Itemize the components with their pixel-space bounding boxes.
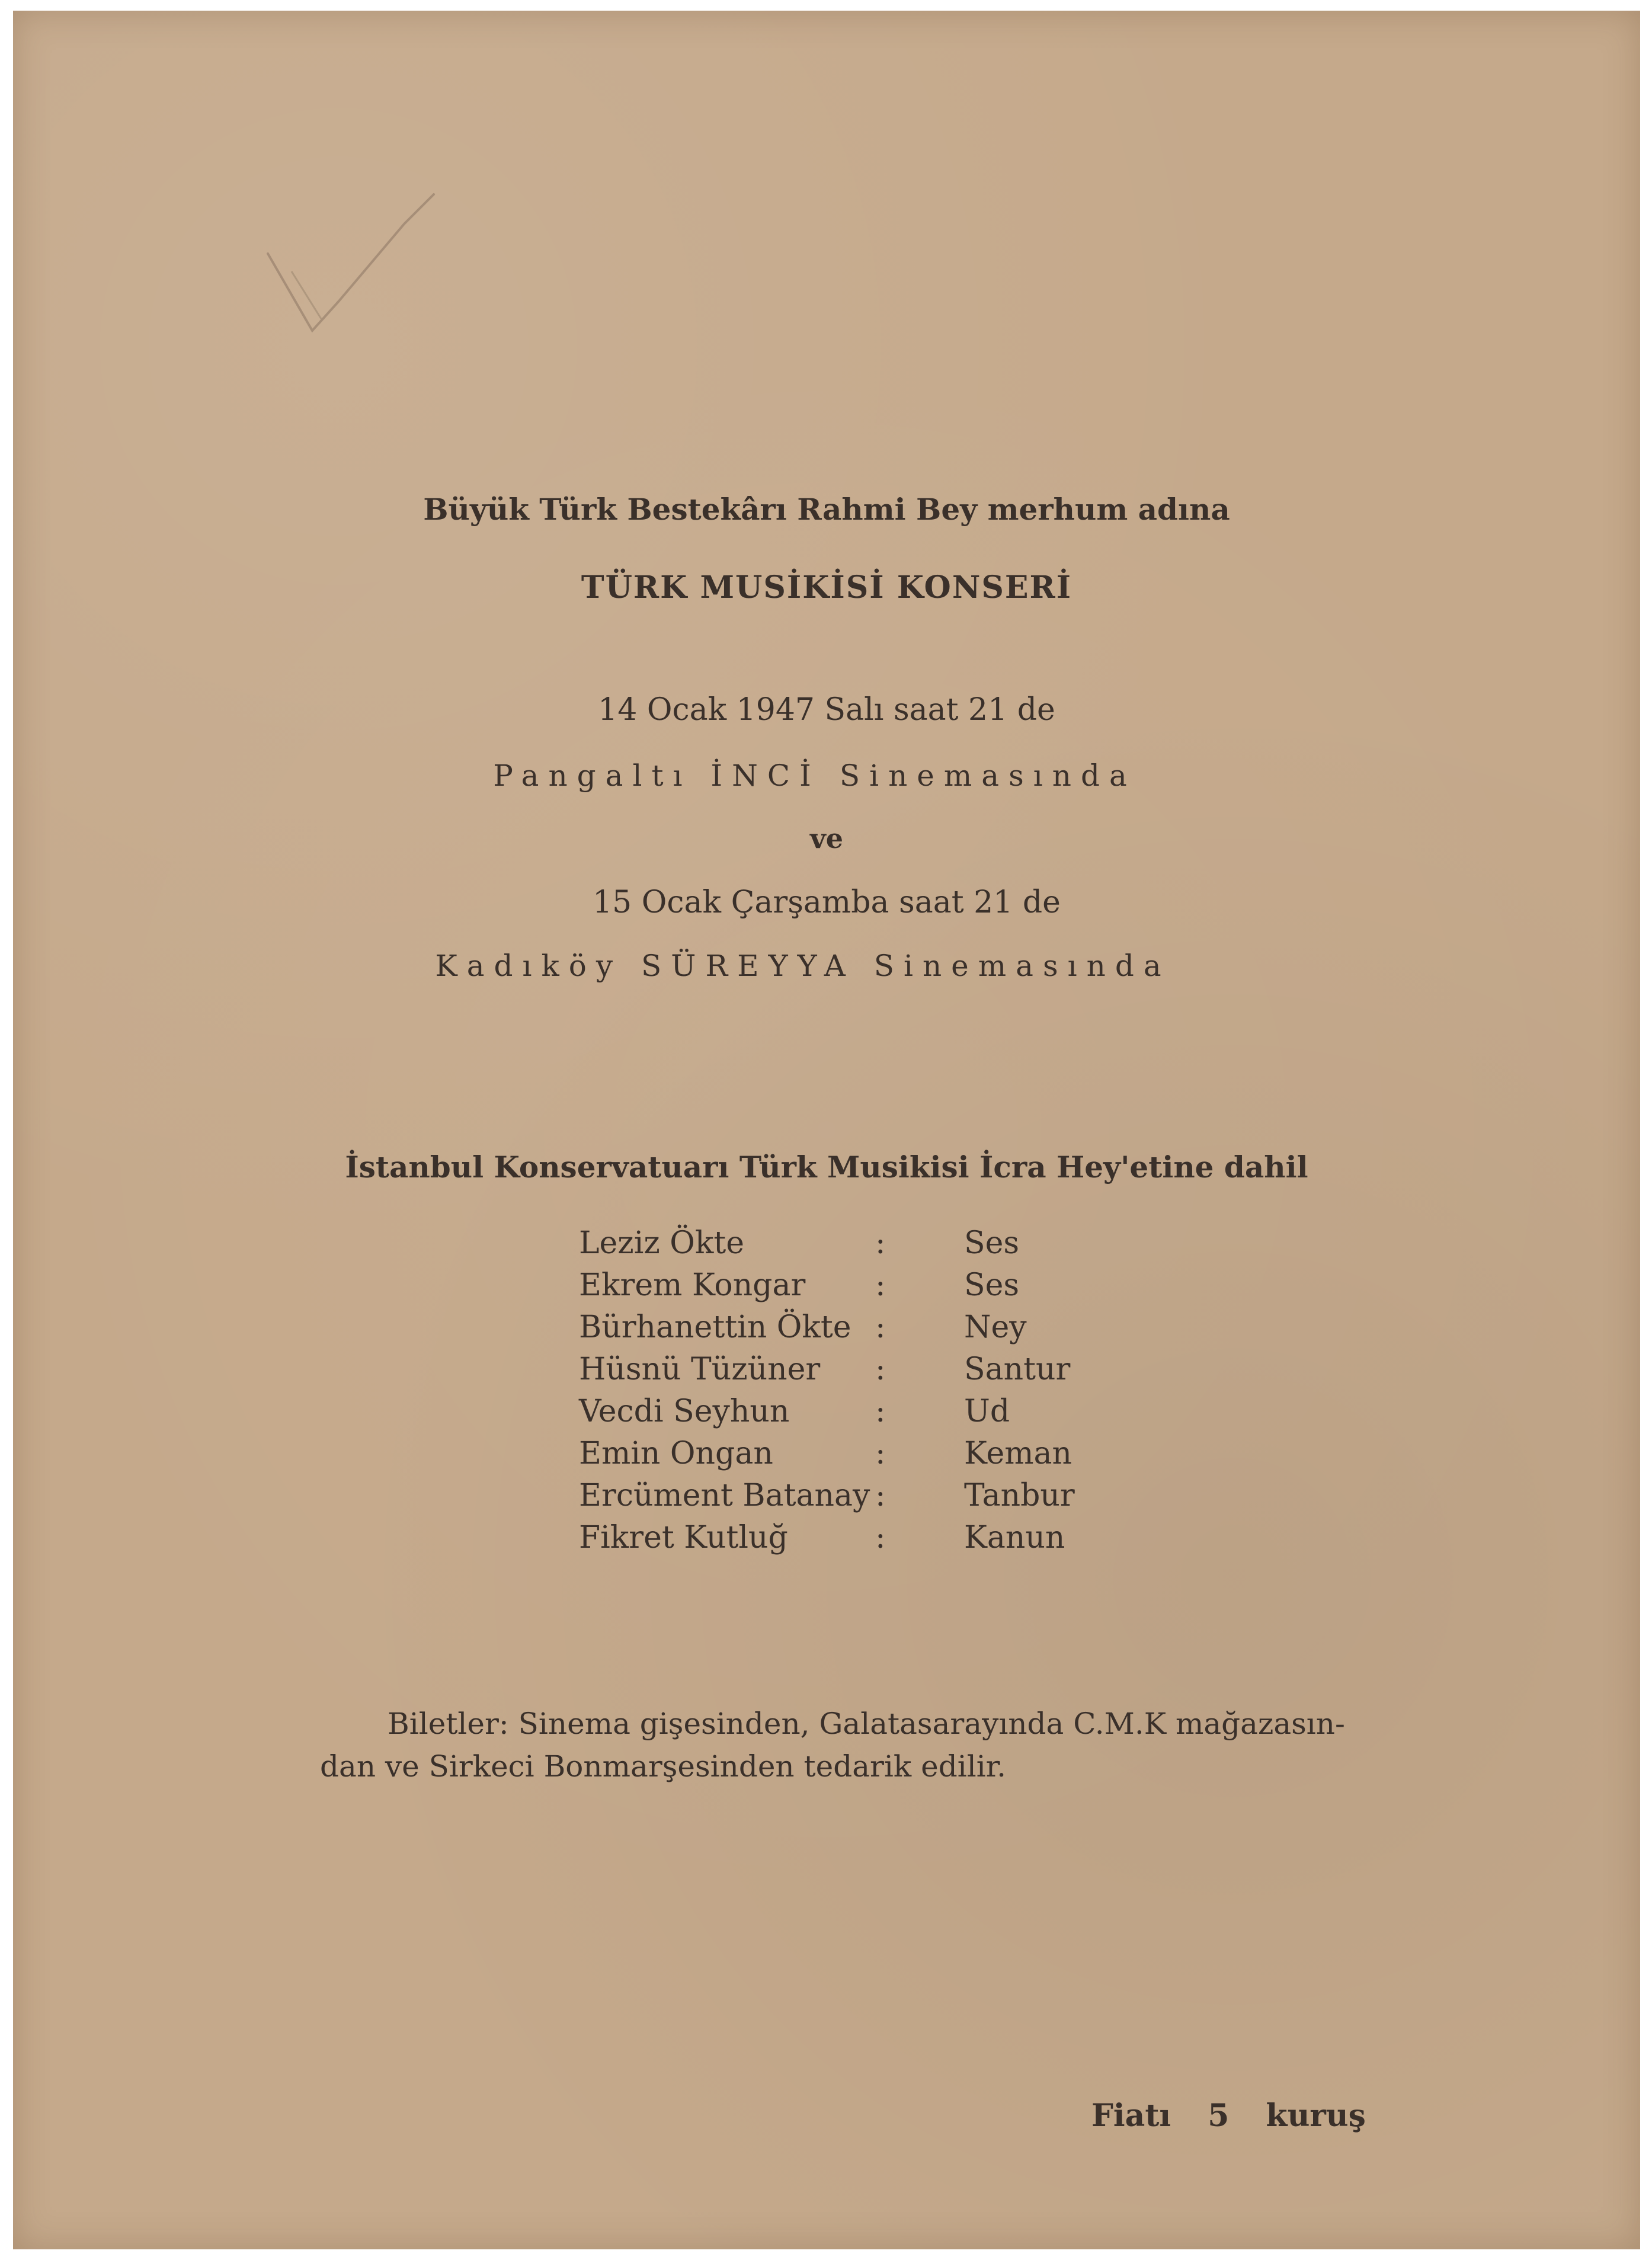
performer-name: Vecdi Seyhun: [579, 1394, 790, 1429]
ensemble-heading: İstanbul Konservatuarı Türk Musikisi İcra Hey'etine dahil: [345, 1150, 1308, 1185]
performer-instrument: Ses: [964, 1267, 1020, 1303]
performer-instrument: Ses: [964, 1225, 1020, 1261]
roster-separator: :: [875, 1310, 886, 1345]
performance-venue-2: Kadıköy SÜREYYA Sinemasında: [435, 949, 1171, 983]
performer-name: Leziz Ökte: [579, 1225, 745, 1261]
roster-separator: :: [875, 1394, 886, 1429]
performer-instrument: Ney: [964, 1310, 1027, 1345]
performance-venue-1: Pangaltı İNCİ Sinemasında: [493, 758, 1136, 793]
price-label: Fiatı: [1091, 2098, 1171, 2134]
ticket-info-line-1: Biletler: Sinema gişesinden, Galatasarayında C.M.K mağazasın-: [388, 1707, 1345, 1741]
concert-title: TÜRK MUSİKİSİ KONSERİ: [581, 569, 1072, 606]
performer-name: Bürhanettin Ökte: [579, 1310, 851, 1345]
roster-separator: :: [875, 1225, 886, 1261]
performer-name: Ekrem Kongar: [579, 1267, 806, 1303]
performer-instrument: Ud: [964, 1394, 1010, 1429]
performer-name: Hüsnü Tüzüner: [579, 1352, 821, 1387]
roster-separator: :: [875, 1267, 886, 1303]
ticket-info-line-2: dan ve Sirkeci Bonmarşesinden tedarik edilir.: [320, 1749, 1006, 1784]
dedication-line: Büyük Türk Bestekârı Rahmi Bey merhum adına: [423, 492, 1230, 527]
performance-date-2: 15 Ocak Çarşamba saat 21 de: [593, 885, 1061, 920]
price-line: [1091, 2098, 1392, 2134]
performer-instrument: Santur: [964, 1352, 1071, 1387]
performer-instrument: Kanun: [964, 1520, 1065, 1555]
concert-flyer-page: [13, 11, 1640, 2249]
pencil-mark-icon: [256, 183, 446, 360]
conjunction-text: ve: [810, 822, 843, 854]
roster-separator: :: [875, 1520, 886, 1555]
performer-name: Emin Ongan: [579, 1436, 773, 1471]
roster-separator: :: [875, 1478, 886, 1513]
price-currency: kuruş: [1266, 2098, 1366, 2134]
performer-name: Ercüment Batanay: [579, 1478, 870, 1513]
roster-separator: :: [875, 1436, 886, 1471]
performance-date-1: 14 Ocak 1947 Salı saat 21 de: [598, 692, 1055, 728]
performer-instrument: Keman: [964, 1436, 1072, 1471]
performer-instrument: Tanbur: [964, 1478, 1075, 1513]
price-amount: 5: [1208, 2098, 1230, 2134]
performer-name: Fikret Kutluğ: [579, 1520, 788, 1555]
roster-separator: :: [875, 1352, 886, 1387]
